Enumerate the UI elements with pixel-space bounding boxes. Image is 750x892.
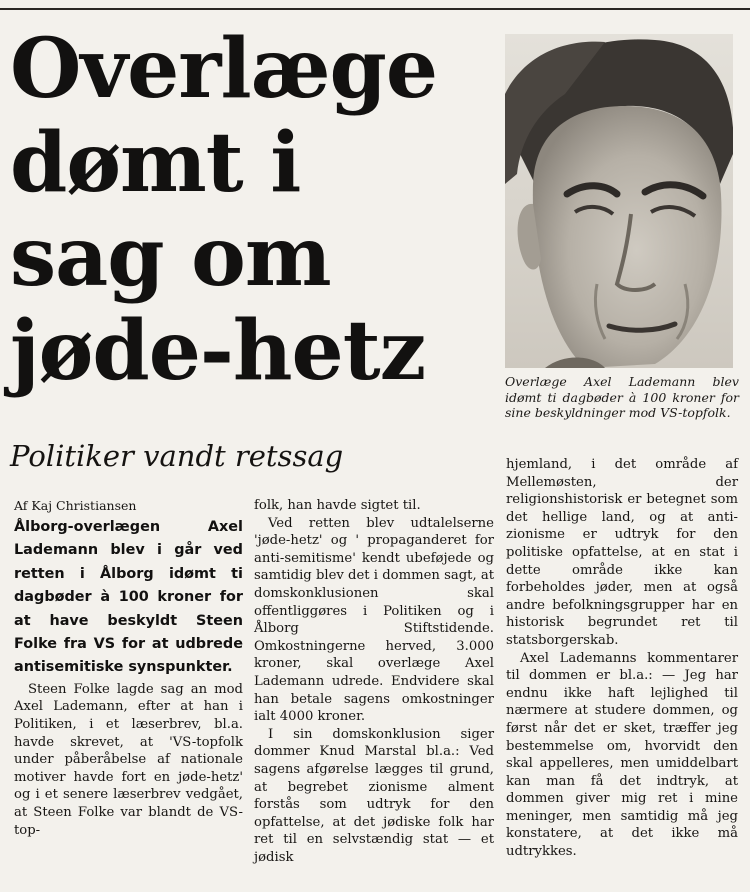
article-paragraph: Axel Lademanns kommentarer til dommen er bl.a.: — Jeg har endnu ikke haft lejlighed til nærmere at studere dommen, og først når det er sket, træffer jeg bestemmelse om, hvorvidt den skal appelleres, men umiddelbart kan man få det indtryk, at dommen giver mig ret i mine meninger, men samtidig må jeg konstatere, at det ikke må udtrykkes. [506, 650, 738, 860]
article-paragraph: Steen Folke lagde sag an mod Axel Lademann, efter at han i Politiken, i et læserbrev, bl.a. havde skrevet, at 'VS-topfolk under påberåbelse af nationale motiver havde fort en jøde-hetz' og i et senere læserbrev vedgået, at Steen Folke var blandt de VS-top- [14, 681, 243, 838]
article-paragraph: Ved retten blev udtalelserne 'jøde-hetz' og ' propaganderet for anti-semitisme' kendt ubeføjede og samtidig blev det i dommen sagt, at domskonklusionen skal offentliggøres i Politiken og i Ålborg Stiftstidende. Omkostningerne herved, 3.000 kroner, skal overlæge Axel Lademann udrede. Endvidere skal han betale sagens omkostninger ialt 4000 kroner. [254, 515, 494, 725]
headline-line-1: Overlæge [10, 21, 438, 117]
article-paragraph: hjemland, i det område af Mellemøsten, der religionshistorisk er betegnet som det hellige land, og at anti-zionisme er udtryk for den politiske opfattelse, at en stat i dette område ikke kan forbeholdes jøder, men at også andre befolkningsgrupper har en historisk begrundet ret til statsborgerskab. [506, 457, 738, 648]
byline: Af Kaj Christiansen [14, 498, 137, 513]
article-column-2 [254, 497, 494, 866]
headline [10, 22, 500, 398]
portrait-photo-icon [505, 34, 733, 368]
headline-line-3: sag om [10, 209, 331, 305]
top-rule [0, 8, 750, 10]
article-paragraph: folk, han havde sigtet til. [254, 498, 421, 513]
photo-caption: Overlæge Axel Lademann blev idømt ti dagbøder à 100 kroner for sine beskyldninger mod VS-topfolk. [505, 374, 739, 420]
article-column-3 [506, 456, 738, 861]
headline-line-2: dømt i [10, 115, 301, 211]
headline-line-4: jøde-hetz [10, 303, 426, 399]
article-column-1 [14, 497, 243, 839]
article-lead: Ålborg-overlægen Axel Lademann blev i går ved retten i Ålborg idømt ti dagbøder à 100 kroner for at have beskyldt Steen Folke fra VS for at udbrede antisemitiske synspunkter. [14, 519, 243, 676]
subheadline: Politiker vandt retssag [10, 439, 344, 473]
portrait-photo-graphic [505, 34, 733, 368]
article-paragraph: I sin domskonklusion siger dommer Knud Marstal bl.a.: Ved sagens afgørelse lægges til grund, at begrebet zionisme alment forstås som udtryk for den opfattelse, at det jødiske folk har ret til en selvstændig stat — et jødisk [254, 726, 494, 865]
